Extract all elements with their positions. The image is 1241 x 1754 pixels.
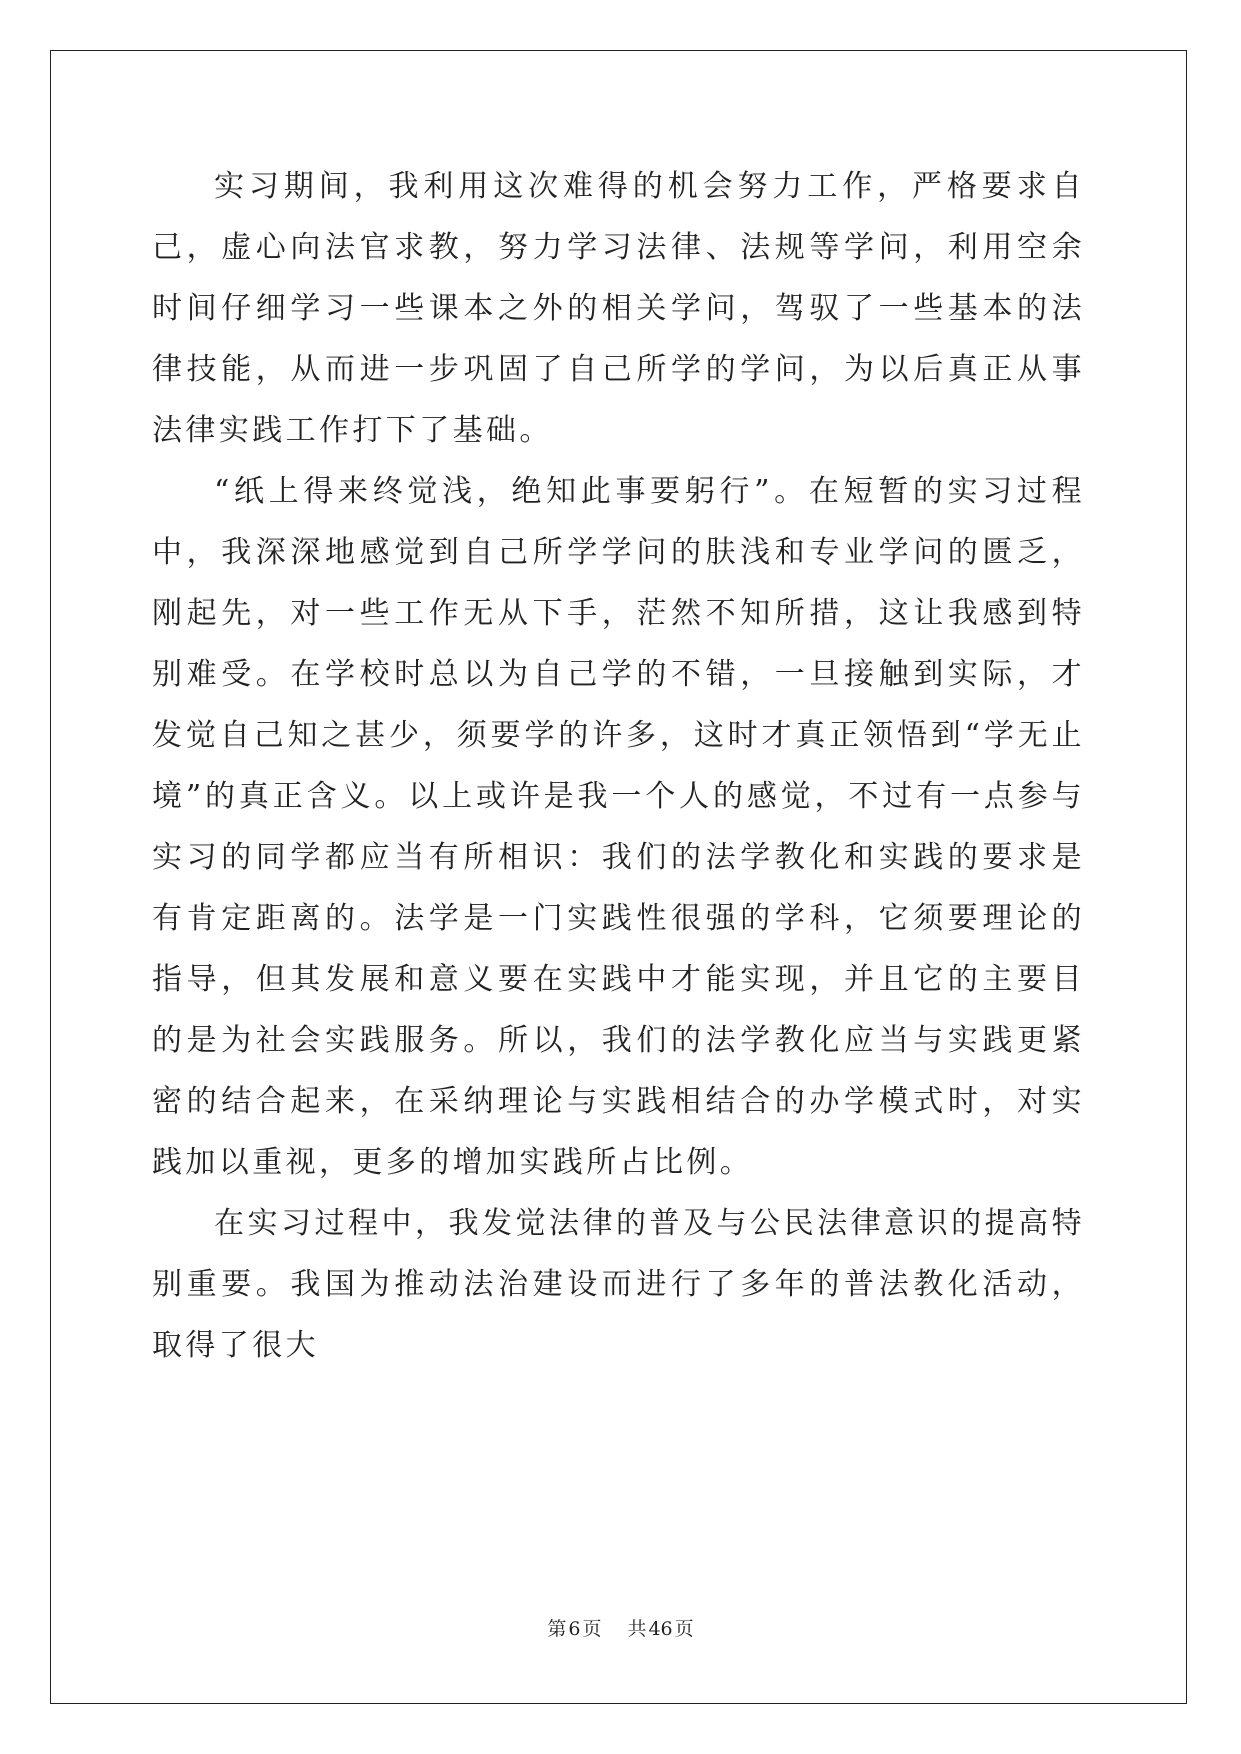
paragraph-2: “纸上得来终觉浅，绝知此事要躬行”。在短暂的实习过程中，我深深地感觉到自己所学学问的肤浅和专业学问的匮乏，刚起先，对一些工作无从下手，茫然不知所措，这让我感到特别难受。在学校时总以为自己学的不错，一旦接触到实际，才发觉自己知之甚少，须要学的许多，这时才真正领悟到“学无止境”的真正含义。以上或许是我一个人的感觉，不过有一点参与实习的同学都应当有所相识：我们的法学教化和实践的要求是有肯定距离的。法学是一门实践性很强的学科，它须要理论的指导，但其发展和意义要在实践中才能实现，并且它的主要目的是为社会实践服务。所以，我们的法学教化应当与实践更紧密的结合起来，在采纳理论与实践相结合的办学模式时，对实践加以重视，更多的增加实践所占比例。	[152, 474, 1085, 1180]
total-suffix: 页	[674, 1618, 694, 1640]
total-pages: 46	[648, 1618, 673, 1640]
page-suffix: 页	[582, 1618, 602, 1640]
total-prefix: 共	[627, 1618, 647, 1640]
page-number: 6	[568, 1618, 581, 1640]
page-prefix: 第	[547, 1618, 567, 1640]
page-footer	[0, 1614, 1241, 1641]
document-body	[152, 156, 1085, 1376]
paragraph-1: 实习期间，我利用这次难得的机会努力工作，严格要求自己，虚心向法官求教，努力学习法律、法规等学问，利用空余时间仔细学习一些课本之外的相关学问，驾驭了一些基本的法律技能，从而进一步巩固了自己所学的学问，为以后真正从事法律实践工作打下了基础。	[152, 169, 1085, 448]
paragraph-3: 在实习过程中，我发觉法律的普及与公民法律意识的提高特别重要。我国为推动法治建设而进行了多年的普法教化活动，取得了很大	[152, 1206, 1085, 1363]
